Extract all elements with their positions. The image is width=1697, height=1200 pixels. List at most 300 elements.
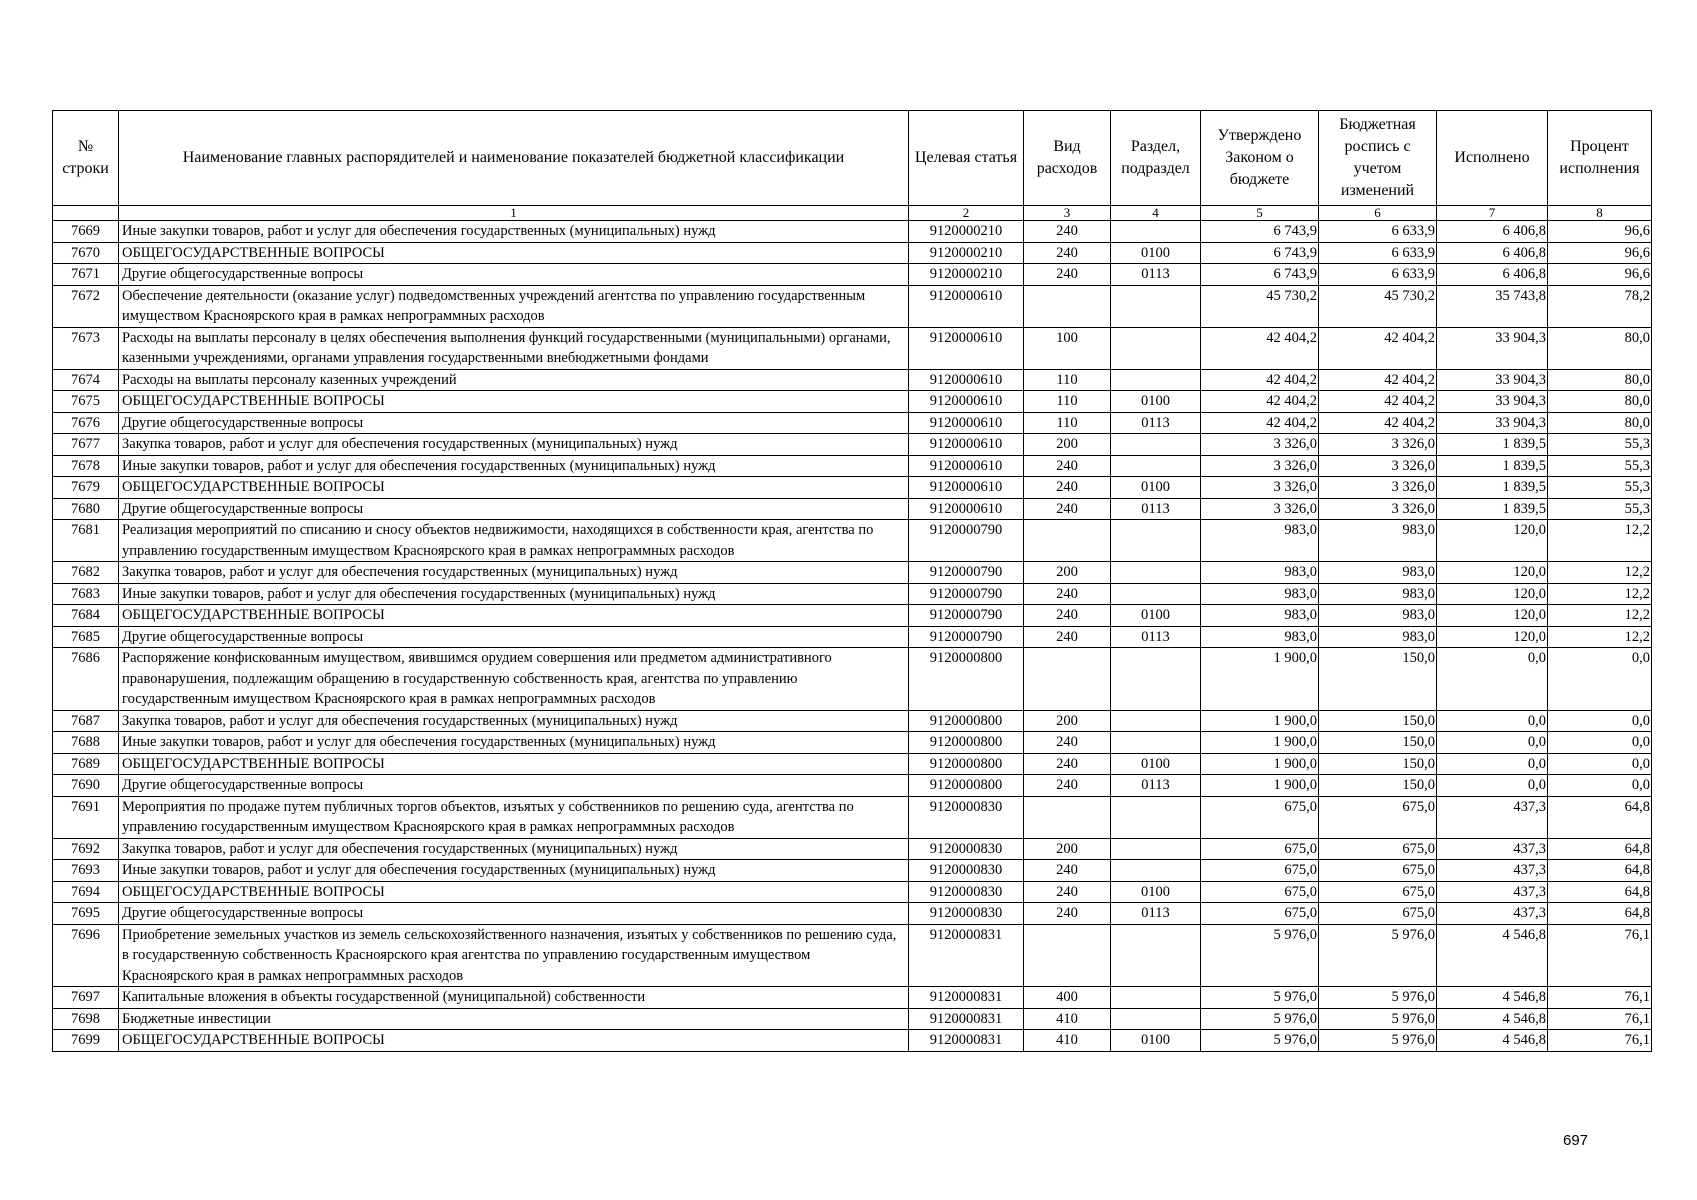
schedule-amount: 675,0: [1319, 860, 1437, 882]
execution-percent: 0,0: [1548, 732, 1652, 754]
approved-amount: 5 976,0: [1201, 987, 1319, 1009]
row-number: 7699: [53, 1030, 119, 1052]
section-code: 0113: [1111, 412, 1201, 434]
executed-amount: 6 406,8: [1437, 242, 1548, 264]
table-row: [53, 775, 1652, 797]
target-article: 9120000790: [909, 583, 1024, 605]
section-code: 0113: [1111, 903, 1201, 925]
expense-type: 110: [1024, 369, 1111, 391]
target-article: 9120000610: [909, 477, 1024, 499]
row-name: Закупка товаров, работ и услуг для обеспечения государственных (муниципальных) нужд: [119, 434, 909, 456]
executed-amount: 1 839,5: [1437, 498, 1548, 520]
executed-amount: 33 904,3: [1437, 412, 1548, 434]
expense-type: 240: [1024, 498, 1111, 520]
column-number-blank: [53, 206, 119, 221]
column-number: 6: [1319, 206, 1437, 221]
column-number-row: [53, 206, 1652, 221]
header-expense-type: Вид расходов: [1024, 111, 1111, 206]
execution-percent: 55,3: [1548, 434, 1652, 456]
header-section: Раздел, подраздел: [1111, 111, 1201, 206]
execution-percent: 64,8: [1548, 796, 1652, 838]
page-number: 697: [1563, 1132, 1589, 1149]
execution-percent: 12,2: [1548, 605, 1652, 627]
table-row: [53, 285, 1652, 327]
execution-percent: 55,3: [1548, 455, 1652, 477]
execution-percent: 80,0: [1548, 391, 1652, 413]
schedule-amount: 42 404,2: [1319, 369, 1437, 391]
row-name: Другие общегосударственные вопросы: [119, 626, 909, 648]
section-code: [1111, 327, 1201, 369]
approved-amount: 5 976,0: [1201, 1030, 1319, 1052]
expense-type: 240: [1024, 881, 1111, 903]
approved-amount: 3 326,0: [1201, 455, 1319, 477]
budget-table-sheet: [52, 110, 1651, 1052]
table-row: [53, 562, 1652, 584]
row-name: Другие общегосударственные вопросы: [119, 412, 909, 434]
target-article: 9120000210: [909, 264, 1024, 286]
table-row: [53, 710, 1652, 732]
section-code: 0100: [1111, 753, 1201, 775]
expense-type: 200: [1024, 562, 1111, 584]
target-article: 9120000831: [909, 1030, 1024, 1052]
row-name: Обеспечение деятельности (оказание услуг) подведомственных учреждений агентства по управлению государственным имуществом Красноярского края в рамках непрограммных расходов: [119, 285, 909, 327]
section-code: [1111, 434, 1201, 456]
row-number: 7684: [53, 605, 119, 627]
table-row: [53, 221, 1652, 243]
section-code: 0113: [1111, 775, 1201, 797]
schedule-amount: 675,0: [1319, 881, 1437, 903]
approved-amount: 1 900,0: [1201, 775, 1319, 797]
approved-amount: 983,0: [1201, 583, 1319, 605]
table-row: [53, 498, 1652, 520]
row-number: 7688: [53, 732, 119, 754]
execution-percent: 64,8: [1548, 860, 1652, 882]
execution-percent: 0,0: [1548, 775, 1652, 797]
row-number: 7671: [53, 264, 119, 286]
row-number: 7690: [53, 775, 119, 797]
table-row: [53, 903, 1652, 925]
row-number: 7696: [53, 924, 119, 987]
target-article: 9120000790: [909, 605, 1024, 627]
row-number: 7680: [53, 498, 119, 520]
row-name: Иные закупки товаров, работ и услуг для обеспечения государственных (муниципальных) нужд: [119, 583, 909, 605]
executed-amount: 120,0: [1437, 626, 1548, 648]
row-number: 7675: [53, 391, 119, 413]
schedule-amount: 150,0: [1319, 775, 1437, 797]
section-code: [1111, 648, 1201, 711]
execution-percent: 64,8: [1548, 903, 1652, 925]
schedule-amount: 675,0: [1319, 796, 1437, 838]
row-name: Расходы на выплаты персоналу казенных учреждений: [119, 369, 909, 391]
section-code: [1111, 710, 1201, 732]
executed-amount: 437,3: [1437, 860, 1548, 882]
expense-type: [1024, 285, 1111, 327]
table-body: [53, 221, 1652, 1052]
approved-amount: 3 326,0: [1201, 498, 1319, 520]
executed-amount: 437,3: [1437, 838, 1548, 860]
table-row: [53, 434, 1652, 456]
schedule-amount: 42 404,2: [1319, 327, 1437, 369]
execution-percent: 55,3: [1548, 477, 1652, 499]
approved-amount: 5 976,0: [1201, 924, 1319, 987]
table-row: [53, 391, 1652, 413]
schedule-amount: 983,0: [1319, 626, 1437, 648]
approved-amount: 42 404,2: [1201, 369, 1319, 391]
schedule-amount: 5 976,0: [1319, 1008, 1437, 1030]
row-name: Распоряжение конфискованным имуществом, явившимся орудием совершения или предметом административного правонарушения, подлежащим обращению в государственную собственность края, агентства по управлению государственным имуществом Красноярского края в рамках непрограммных расходов: [119, 648, 909, 711]
table-row: [53, 753, 1652, 775]
approved-amount: 42 404,2: [1201, 327, 1319, 369]
target-article: 9120000831: [909, 987, 1024, 1009]
target-article: 9120000790: [909, 562, 1024, 584]
target-article: 9120000830: [909, 881, 1024, 903]
executed-amount: 0,0: [1437, 732, 1548, 754]
schedule-amount: 5 976,0: [1319, 1030, 1437, 1052]
row-number: 7695: [53, 903, 119, 925]
section-code: [1111, 369, 1201, 391]
execution-percent: 80,0: [1548, 327, 1652, 369]
schedule-amount: 3 326,0: [1319, 434, 1437, 456]
target-article: 9120000800: [909, 775, 1024, 797]
execution-percent: 0,0: [1548, 710, 1652, 732]
executed-amount: 1 839,5: [1437, 434, 1548, 456]
row-number: 7693: [53, 860, 119, 882]
schedule-amount: 150,0: [1319, 710, 1437, 732]
row-number: 7697: [53, 987, 119, 1009]
section-code: [1111, 924, 1201, 987]
executed-amount: 33 904,3: [1437, 369, 1548, 391]
column-number: 4: [1111, 206, 1201, 221]
execution-percent: 76,1: [1548, 1008, 1652, 1030]
executed-amount: 4 546,8: [1437, 924, 1548, 987]
table-row: [53, 369, 1652, 391]
expense-type: [1024, 924, 1111, 987]
execution-percent: 0,0: [1548, 648, 1652, 711]
section-code: 0100: [1111, 881, 1201, 903]
target-article: 9120000800: [909, 753, 1024, 775]
execution-percent: 12,2: [1548, 626, 1652, 648]
expense-type: 110: [1024, 412, 1111, 434]
approved-amount: 42 404,2: [1201, 412, 1319, 434]
section-code: 0100: [1111, 391, 1201, 413]
section-code: 0113: [1111, 626, 1201, 648]
execution-percent: 76,1: [1548, 924, 1652, 987]
section-code: [1111, 221, 1201, 243]
target-article: 9120000210: [909, 242, 1024, 264]
executed-amount: 33 904,3: [1437, 391, 1548, 413]
executed-amount: 6 406,8: [1437, 221, 1548, 243]
table-row: [53, 881, 1652, 903]
schedule-amount: 45 730,2: [1319, 285, 1437, 327]
approved-amount: 6 743,9: [1201, 221, 1319, 243]
approved-amount: 983,0: [1201, 520, 1319, 562]
schedule-amount: 5 976,0: [1319, 987, 1437, 1009]
section-code: [1111, 455, 1201, 477]
expense-type: 200: [1024, 838, 1111, 860]
target-article: 9120000610: [909, 369, 1024, 391]
row-name: Приобретение земельных участков из земель сельскохозяйственного назначения, изъятых у собственников по решению суда, в государственную собственность Красноярского края агентства по управлению государственным имуществом Красноярского края в рамках непрограммных расходов: [119, 924, 909, 987]
row-number: 7676: [53, 412, 119, 434]
header-executed: Исполнено: [1437, 111, 1548, 206]
row-number: 7698: [53, 1008, 119, 1030]
table-row: [53, 987, 1652, 1009]
row-name: Закупка товаров, работ и услуг для обеспечения государственных (муниципальных) нужд: [119, 838, 909, 860]
expense-type: 200: [1024, 434, 1111, 456]
expense-type: 400: [1024, 987, 1111, 1009]
table-row: [53, 838, 1652, 860]
approved-amount: 1 900,0: [1201, 710, 1319, 732]
column-number: 5: [1201, 206, 1319, 221]
budget-execution-table: [52, 110, 1652, 1052]
executed-amount: 4 546,8: [1437, 987, 1548, 1009]
schedule-amount: 983,0: [1319, 562, 1437, 584]
table-row: [53, 626, 1652, 648]
column-number: 7: [1437, 206, 1548, 221]
approved-amount: 3 326,0: [1201, 477, 1319, 499]
section-code: [1111, 732, 1201, 754]
expense-type: [1024, 796, 1111, 838]
approved-amount: 675,0: [1201, 881, 1319, 903]
expense-type: 240: [1024, 605, 1111, 627]
row-name: ОБЩЕГОСУДАРСТВЕННЫЕ ВОПРОСЫ: [119, 391, 909, 413]
approved-amount: 6 743,9: [1201, 264, 1319, 286]
row-name: Мероприятия по продаже путем публичных торгов объектов, изъятых у собственников по решению суда, агентства по управлению государственным имуществом Красноярского края в рамках непрограммных расходов: [119, 796, 909, 838]
executed-amount: 0,0: [1437, 753, 1548, 775]
execution-percent: 0,0: [1548, 753, 1652, 775]
section-code: 0113: [1111, 498, 1201, 520]
execution-percent: 76,1: [1548, 987, 1652, 1009]
section-code: [1111, 838, 1201, 860]
approved-amount: 983,0: [1201, 562, 1319, 584]
row-number: 7682: [53, 562, 119, 584]
expense-type: 100: [1024, 327, 1111, 369]
target-article: 9120000610: [909, 412, 1024, 434]
row-name: Другие общегосударственные вопросы: [119, 498, 909, 520]
execution-percent: 96,6: [1548, 221, 1652, 243]
table-row: [53, 796, 1652, 838]
section-code: [1111, 987, 1201, 1009]
schedule-amount: 42 404,2: [1319, 412, 1437, 434]
row-number: 7669: [53, 221, 119, 243]
section-code: 0100: [1111, 605, 1201, 627]
row-number: 7678: [53, 455, 119, 477]
target-article: 9120000831: [909, 1008, 1024, 1030]
schedule-amount: 150,0: [1319, 732, 1437, 754]
target-article: 9120000610: [909, 498, 1024, 520]
approved-amount: 45 730,2: [1201, 285, 1319, 327]
approved-amount: 983,0: [1201, 605, 1319, 627]
expense-type: 110: [1024, 391, 1111, 413]
execution-percent: 12,2: [1548, 583, 1652, 605]
row-name: Иные закупки товаров, работ и услуг для обеспечения государственных (муниципальных) нужд: [119, 860, 909, 882]
section-code: [1111, 285, 1201, 327]
approved-amount: 5 976,0: [1201, 1008, 1319, 1030]
table-row: [53, 648, 1652, 711]
row-name: Иные закупки товаров, работ и услуг для обеспечения государственных (муниципальных) нужд: [119, 455, 909, 477]
executed-amount: 4 546,8: [1437, 1030, 1548, 1052]
expense-type: 240: [1024, 775, 1111, 797]
expense-type: 240: [1024, 264, 1111, 286]
row-name: Закупка товаров, работ и услуг для обеспечения государственных (муниципальных) нужд: [119, 562, 909, 584]
row-number: 7691: [53, 796, 119, 838]
schedule-amount: 675,0: [1319, 838, 1437, 860]
column-number: 3: [1024, 206, 1111, 221]
executed-amount: 437,3: [1437, 903, 1548, 925]
approved-amount: 675,0: [1201, 796, 1319, 838]
approved-amount: 675,0: [1201, 838, 1319, 860]
target-article: 9120000800: [909, 648, 1024, 711]
expense-type: 240: [1024, 626, 1111, 648]
row-name: Реализация мероприятий по списанию и сносу объектов недвижимости, находящихся в собственности края, агентства по управлению государственным имуществом Красноярского края в рамках непрограммных расходов: [119, 520, 909, 562]
row-name: Расходы на выплаты персоналу в целях обеспечения выполнения функций государственными (муниципальными) органами, казенными учреждениями, органами управления государственными внебюджетными фондами: [119, 327, 909, 369]
section-code: [1111, 583, 1201, 605]
target-article: 9120000610: [909, 391, 1024, 413]
schedule-amount: 6 633,9: [1319, 264, 1437, 286]
approved-amount: 42 404,2: [1201, 391, 1319, 413]
table-row: [53, 1008, 1652, 1030]
table-row: [53, 264, 1652, 286]
schedule-amount: 983,0: [1319, 583, 1437, 605]
target-article: 9120000790: [909, 626, 1024, 648]
execution-percent: 64,8: [1548, 838, 1652, 860]
schedule-amount: 675,0: [1319, 903, 1437, 925]
row-number: 7683: [53, 583, 119, 605]
schedule-amount: 3 326,0: [1319, 477, 1437, 499]
execution-percent: 78,2: [1548, 285, 1652, 327]
row-name: Другие общегосударственные вопросы: [119, 775, 909, 797]
row-number: 7687: [53, 710, 119, 732]
executed-amount: 6 406,8: [1437, 264, 1548, 286]
executed-amount: 1 839,5: [1437, 455, 1548, 477]
approved-amount: 675,0: [1201, 903, 1319, 925]
expense-type: 240: [1024, 583, 1111, 605]
executed-amount: 120,0: [1437, 583, 1548, 605]
expense-type: 240: [1024, 860, 1111, 882]
executed-amount: 0,0: [1437, 710, 1548, 732]
target-article: 9120000610: [909, 285, 1024, 327]
expense-type: 240: [1024, 477, 1111, 499]
row-number: 7670: [53, 242, 119, 264]
approved-amount: 3 326,0: [1201, 434, 1319, 456]
executed-amount: 120,0: [1437, 562, 1548, 584]
row-number: 7679: [53, 477, 119, 499]
table-row: [53, 412, 1652, 434]
row-name: Другие общегосударственные вопросы: [119, 264, 909, 286]
table-row: [53, 242, 1652, 264]
section-code: [1111, 1008, 1201, 1030]
approved-amount: 675,0: [1201, 860, 1319, 882]
schedule-amount: 3 326,0: [1319, 498, 1437, 520]
table-row: [53, 327, 1652, 369]
execution-percent: 12,2: [1548, 520, 1652, 562]
approved-amount: 983,0: [1201, 626, 1319, 648]
approved-amount: 1 900,0: [1201, 648, 1319, 711]
expense-type: [1024, 520, 1111, 562]
section-code: [1111, 562, 1201, 584]
row-name: ОБЩЕГОСУДАРСТВЕННЫЕ ВОПРОСЫ: [119, 881, 909, 903]
column-number: 1: [119, 206, 909, 221]
schedule-amount: 150,0: [1319, 753, 1437, 775]
row-name: Капитальные вложения в объекты государственной (муниципальной) собственности: [119, 987, 909, 1009]
execution-percent: 80,0: [1548, 412, 1652, 434]
expense-type: 240: [1024, 242, 1111, 264]
approved-amount: 1 900,0: [1201, 753, 1319, 775]
executed-amount: 35 743,8: [1437, 285, 1548, 327]
executed-amount: 33 904,3: [1437, 327, 1548, 369]
section-code: [1111, 860, 1201, 882]
executed-amount: 4 546,8: [1437, 1008, 1548, 1030]
expense-type: 240: [1024, 753, 1111, 775]
execution-percent: 96,6: [1548, 242, 1652, 264]
table-row: [53, 860, 1652, 882]
executed-amount: 120,0: [1437, 605, 1548, 627]
target-article: 9120000610: [909, 434, 1024, 456]
row-name: ОБЩЕГОСУДАРСТВЕННЫЕ ВОПРОСЫ: [119, 753, 909, 775]
row-name: Другие общегосударственные вопросы: [119, 903, 909, 925]
section-code: 0113: [1111, 264, 1201, 286]
expense-type: 240: [1024, 455, 1111, 477]
target-article: 9120000610: [909, 327, 1024, 369]
schedule-amount: 983,0: [1319, 605, 1437, 627]
target-article: 9120000830: [909, 838, 1024, 860]
execution-percent: 55,3: [1548, 498, 1652, 520]
row-name: ОБЩЕГОСУДАРСТВЕННЫЕ ВОПРОСЫ: [119, 1030, 909, 1052]
row-name: Иные закупки товаров, работ и услуг для обеспечения государственных (муниципальных) нужд: [119, 732, 909, 754]
execution-percent: 96,6: [1548, 264, 1652, 286]
table-row: [53, 583, 1652, 605]
execution-percent: 80,0: [1548, 369, 1652, 391]
row-number: 7685: [53, 626, 119, 648]
expense-type: 410: [1024, 1008, 1111, 1030]
expense-type: [1024, 648, 1111, 711]
row-number: 7673: [53, 327, 119, 369]
header-approved: Утверждено Законом о бюджете: [1201, 111, 1319, 206]
row-name: Иные закупки товаров, работ и услуг для обеспечения государственных (муниципальных) нужд: [119, 221, 909, 243]
header-percent: Процент исполнения: [1548, 111, 1652, 206]
expense-type: 240: [1024, 903, 1111, 925]
schedule-amount: 42 404,2: [1319, 391, 1437, 413]
row-name: ОБЩЕГОСУДАРСТВЕННЫЕ ВОПРОСЫ: [119, 242, 909, 264]
target-article: 9120000210: [909, 221, 1024, 243]
header-target-article: Целевая статья: [909, 111, 1024, 206]
table-row: [53, 455, 1652, 477]
row-number: 7672: [53, 285, 119, 327]
executed-amount: 1 839,5: [1437, 477, 1548, 499]
execution-percent: 76,1: [1548, 1030, 1652, 1052]
table-row: [53, 732, 1652, 754]
schedule-amount: 150,0: [1319, 648, 1437, 711]
target-article: 9120000831: [909, 924, 1024, 987]
table-header: [53, 111, 1652, 221]
target-article: 9120000830: [909, 903, 1024, 925]
expense-type: 240: [1024, 221, 1111, 243]
schedule-amount: 6 633,9: [1319, 221, 1437, 243]
table-row: [53, 605, 1652, 627]
table-row: [53, 1030, 1652, 1052]
column-number: 8: [1548, 206, 1652, 221]
target-article: 9120000800: [909, 732, 1024, 754]
target-article: 9120000790: [909, 520, 1024, 562]
section-code: 0100: [1111, 477, 1201, 499]
expense-type: 410: [1024, 1030, 1111, 1052]
row-number: 7674: [53, 369, 119, 391]
target-article: 9120000800: [909, 710, 1024, 732]
executed-amount: 0,0: [1437, 775, 1548, 797]
section-code: [1111, 520, 1201, 562]
schedule-amount: 6 633,9: [1319, 242, 1437, 264]
table-row: [53, 520, 1652, 562]
row-number: 7681: [53, 520, 119, 562]
